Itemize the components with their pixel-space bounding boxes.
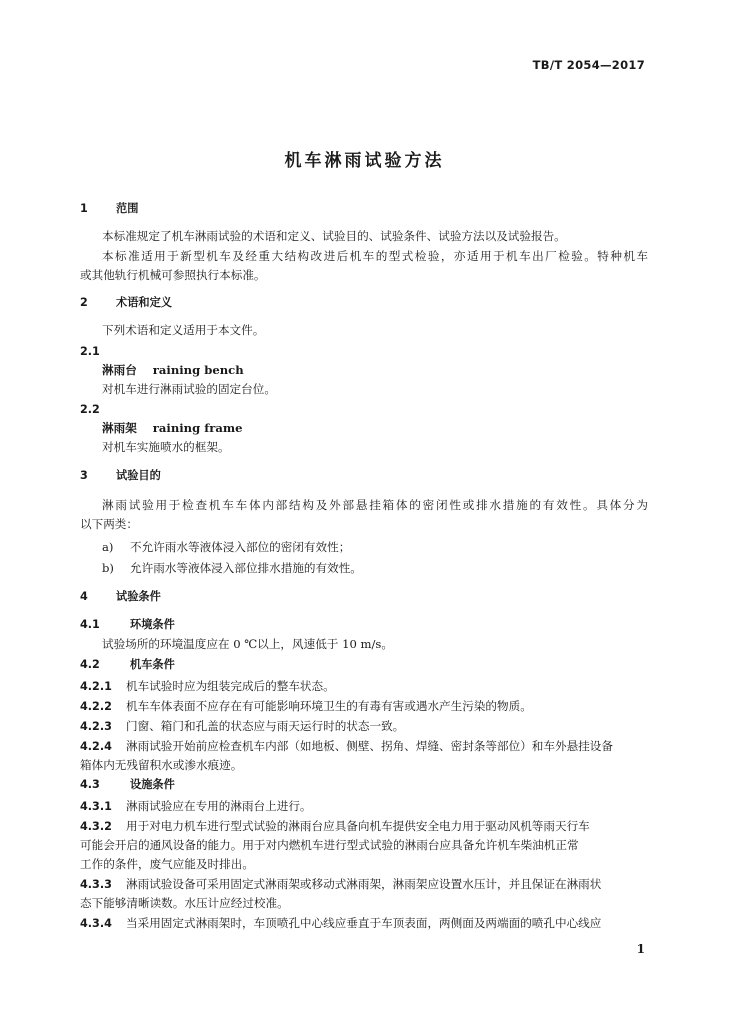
section-title: 试验条件	[116, 590, 161, 603]
paragraph: 下列术语和定义适用于本文件。	[102, 323, 265, 337]
term-english: raining frame	[152, 421, 243, 435]
section-number: 3	[80, 469, 88, 482]
clause	[80, 819, 590, 834]
subsection-title: 环境条件	[130, 618, 175, 631]
list-text: 允许雨水等液体浸入部位排水措施的有效性。	[130, 561, 362, 575]
section-2-heading	[80, 296, 172, 310]
document-title: 机车淋雨试验方法	[284, 151, 445, 171]
subsection-number: 4.2	[80, 658, 100, 671]
clause-number: 4.2.4	[80, 740, 112, 753]
term-number: 2.1	[80, 345, 100, 358]
list-label: a)	[102, 540, 114, 554]
subsection-title: 设施条件	[130, 778, 175, 791]
subsection-heading	[80, 778, 175, 792]
list-text: 不允许雨水等液体浸入部位的密闭有效性；	[130, 540, 351, 554]
clause-number: 4.2.2	[80, 700, 112, 713]
term-definition: 对机车进行淋雨试验的固定台位。	[102, 382, 276, 396]
paragraph: 本标准规定了机车淋雨试验的术语和定义、试验目的、试验条件、试验方法以及试验报告。	[102, 229, 566, 243]
list-item	[102, 540, 350, 554]
term-chinese: 淋雨台	[102, 363, 137, 377]
paragraph: 以下两类：	[80, 517, 138, 531]
clause	[80, 799, 312, 814]
clause-text: 当采用固定式淋雨架时，车顶喷孔中心线应垂直于车顶表面，两侧面及两端面的喷孔中心线应	[126, 916, 602, 930]
clause	[80, 699, 532, 714]
list-label: b)	[102, 561, 114, 575]
term-definition: 对机车实施喷水的框架。	[102, 440, 230, 454]
clause	[80, 739, 613, 754]
paragraph: 或其他轨行机械可参照执行本标准。	[80, 268, 266, 282]
paragraph: 淋雨试验用于检查机车车体内部结构及外部悬挂箱体的密闭性或排水措施的有效性。具体分为	[102, 498, 648, 512]
term-number: 2.2	[80, 403, 100, 416]
section-4-heading	[80, 590, 161, 604]
section-3-heading	[80, 469, 161, 483]
clause-text: 用于对电力机车进行型式试验的淋雨台应具备向机车提供安全电力用于驱动风机等雨天行车	[126, 819, 590, 833]
clause-text: 淋雨试验开始前应检查机车内部（如地板、侧壁、拐角、焊缝、密封条等部位）和车外悬挂设备	[126, 739, 613, 753]
clause-text: 淋雨试验设备可采用固定式淋雨架或移动式淋雨架，淋雨架应设置水压计，并且保证在淋雨状	[126, 877, 602, 891]
clause	[80, 679, 335, 694]
paragraph: 本标准适用于新型机车及经重大结构改进后机车的型式检验，亦适用于机车出厂检验。特种机车	[102, 249, 648, 263]
clause-number: 4.3.2	[80, 820, 112, 833]
clause	[80, 877, 601, 892]
clause-number: 4.2.1	[80, 680, 112, 693]
clause-text: 机车试验时应为组装完成后的整车状态。	[126, 679, 335, 693]
section-number: 2	[80, 296, 88, 309]
standard-number: TB/T 2054—2017	[532, 58, 645, 72]
section-title: 范围	[116, 202, 139, 215]
term-english: raining bench	[152, 363, 244, 377]
clause-number: 4.3.4	[80, 917, 112, 930]
clause	[80, 916, 601, 931]
paragraph: 试验场所的环境温度应在 0 ℃以上，风速低于 10 m/s。	[102, 637, 393, 651]
term-entry	[102, 421, 242, 435]
section-number: 4	[80, 590, 88, 603]
clause-text: 门窗、箱门和孔盖的状态应与雨天运行时的状态一致。	[126, 719, 405, 733]
clause-continuation: 态下能够清晰读数。水压计应经过校准。	[80, 896, 289, 910]
clause-number: 4.2.3	[80, 720, 112, 733]
section-1-heading	[80, 202, 138, 216]
clause-number: 4.3.3	[80, 878, 112, 891]
term-entry	[102, 363, 244, 377]
list-item	[102, 561, 362, 575]
subsection-heading	[80, 618, 175, 632]
page-number: 1	[636, 942, 645, 956]
section-title: 术语和定义	[116, 296, 172, 309]
subsection-heading	[80, 658, 175, 672]
clause-continuation: 可能会开启的通风设备的能力。用于对内燃机车进行型式试验的淋雨台应具备允许机车柴油机正常	[80, 838, 579, 852]
clause-continuation: 箱体内无残留积水或渗水痕迹。	[80, 758, 243, 772]
clause	[80, 719, 404, 734]
term-chinese: 淋雨架	[102, 421, 137, 435]
subsection-title: 机车条件	[130, 658, 175, 671]
section-number: 1	[80, 202, 88, 215]
subsection-number: 4.1	[80, 618, 100, 631]
clause-text: 机车车体表面不应存在有可能影响环境卫生的有毒有害或遇水产生污染的物质。	[126, 699, 532, 713]
subsection-number: 4.3	[80, 778, 100, 791]
clause-number: 4.3.1	[80, 800, 112, 813]
section-title: 试验目的	[116, 469, 161, 482]
clause-continuation: 工作的条件，废气应能及时排出。	[80, 857, 254, 871]
clause-text: 淋雨试验应在专用的淋雨台上进行。	[126, 799, 312, 813]
